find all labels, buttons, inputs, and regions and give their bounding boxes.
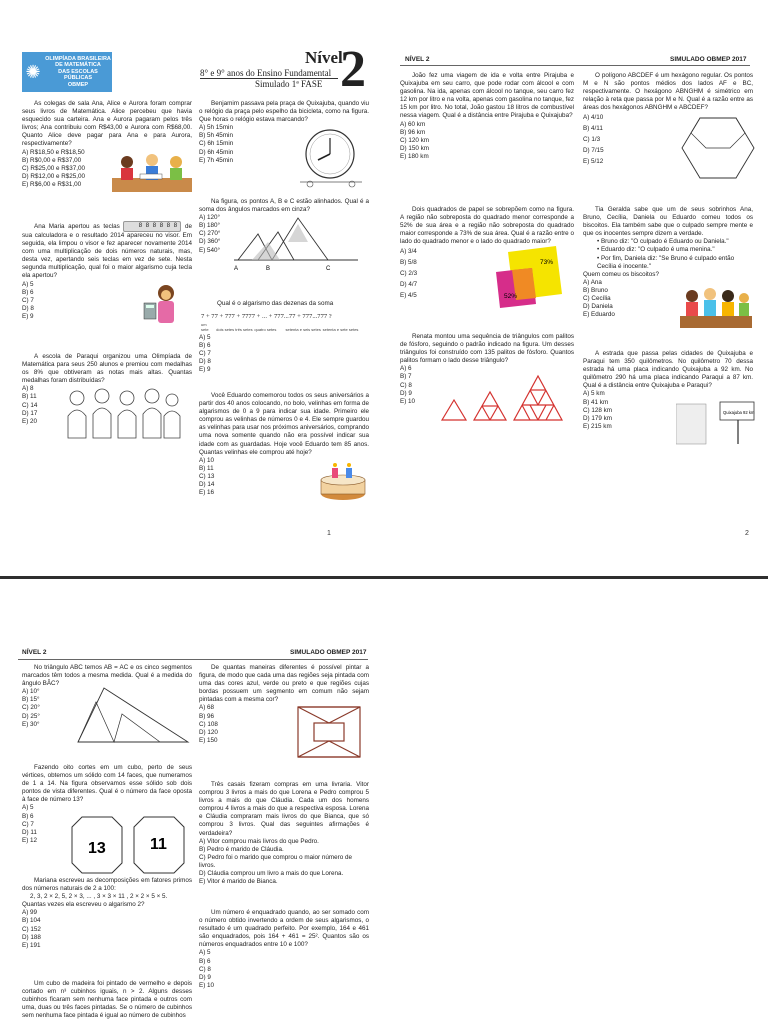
question-text: A estrada que passa pelas cidades de Quixajuba e Paraqui tem 350 quilômetros. No quilômetro 70 dessa estrada há uma placa indicando Quixajuba a 92 km. No quilômetro 290 há uma placa indicando Paraqui a 87 km. Qual é a distância entre Quixajuba e Paraqui? [583,350,753,390]
sum-expression: 7 + 77 + 777 + 7777 + ... + 777...77 + 777...777 ? [201,313,332,320]
logo-line: OLIMPÍADA BRASILEIRA [45,55,111,62]
option[interactable]: B) 5h 45min [199,132,233,140]
option[interactable]: C) 120 km [400,136,430,144]
option[interactable]: E) Vitor é marido de Bianca. [199,878,278,886]
nivel-title: Nível [305,48,343,67]
option[interactable]: B) 6 [22,812,34,820]
option[interactable]: B) 6 [22,288,34,296]
option[interactable]: E) 30° [22,720,40,728]
option[interactable]: C) R$25,00 e R$37,00 [22,164,86,172]
question-6 [205,300,370,308]
option[interactable]: E) 9 [199,366,211,374]
point-label: C [326,266,331,272]
question-text: Fazendo oito cortes em um cubo, perto de seus vértices, obtemos um sólido com 14 faces, que numeramos de 1 a 14. Na figura observamos esse sólido sob dois pontos de vista diferentes. Qual é o número da face oposta à face de número 13? [22,764,192,804]
option[interactable]: A) 5 km [583,390,605,398]
face-label: 11 [150,836,167,853]
point-label: A [234,266,239,272]
birthday-cake-illustration [318,460,368,502]
option[interactable]: C) 1/3 [583,136,601,144]
option[interactable]: A) Vitor comprou mais livros do que Pedro. [199,837,319,845]
logo-line: OBMEP [67,81,89,88]
question-16 [22,877,192,950]
option[interactable]: D) R$12,00 e R$25,00 [22,172,86,180]
option[interactable]: A) 4/10 [583,114,604,122]
option[interactable]: E) 10 [400,397,416,405]
option[interactable]: C) 20° [22,704,40,712]
header-level: NÍVEL 2 [405,56,430,63]
option[interactable]: D) Cláudia comprou um livro a mais do que Lorena. [199,870,344,878]
option[interactable]: D) 7/15 [583,147,604,155]
question-19 [199,781,369,886]
bullet-item: • Eduardo diz: "O culpado é uma menina." [597,246,715,254]
option[interactable]: A) 8 [22,385,34,393]
option[interactable]: B) 180° [199,222,221,230]
sum-label: três setes [235,327,253,332]
question-text: Dois quadrados de papel se sobrepõem como na figura. A região não sobreposta do quadrado menor corresponde a 52% de sua área e a região não sobreposta do quadrado maior corresponde a 73% de sua área. Qual é a razão entre o lado do quadrado menor e o lado do quadrado maior? [400,206,574,246]
sum-labels [201,322,371,332]
question-text: Um cubo de madeira foi pintado de vermelho e depois cortado em n³ cubinhos iguais, n > 2. Alguns desses cubinhos ficaram sem nenhuma face pintada e outros com uma, duas ou três faces pintadas. Se o número de cubinhos sem nenhuma face pintada é igual ao número de cubinhos [22,980,192,1020]
option[interactable]: D) 25° [22,712,40,720]
option[interactable]: C) Cecília [583,295,611,303]
girl-with-calculator-illustration [140,283,188,329]
question-text: Quantas vezes ela escreveu o algarismo 2? [22,901,145,909]
angles-figure [228,212,368,274]
option[interactable]: A) 60 km [400,120,426,128]
question-text: Tia Geralda sabe que um de seus sobrinhos Ana, Bruno, Cecília, Daniela ou Eduardo comeu todos os biscoitos. Ela também sabe que o culpado sempre mente e que os inocentes sempre dizem a verdade. [583,206,753,238]
option[interactable]: E) 12 [22,836,38,844]
road-sign-illustration [676,398,756,446]
sum-label: setenta e sete setes [322,327,359,332]
option[interactable]: B) 15° [22,696,40,704]
grades-label: 8° e 9° anos do Ensino Fundamental [200,68,332,78]
nivel-number: 2 [340,41,366,98]
option[interactable]: C) 7 [22,296,34,304]
page-number: 1 [327,530,331,537]
question-20 [199,909,369,990]
option[interactable]: A) Ana [583,278,602,286]
option[interactable]: E) R$6,00 e R$31,00 [22,180,82,188]
students-illustration [112,148,192,194]
option[interactable]: B) 104 [22,917,41,925]
nivel-header [195,41,366,98]
sum-label: um sete [201,322,209,332]
option[interactable]: C) 8 [199,965,211,973]
option[interactable]: E) 180 km [400,152,429,160]
question-text: Ana Maria apertou as teclas [34,223,120,231]
question-text: As colegas de sala Ana, Alice e Aurora foram comprar seus livros de Matemática. Alice percebeu que havia esquecido sua carteira. Ana e Aurora pagaram pelos três livros; Ana contribuiu com R$43,00 e Aurora com R$68,00. Quanto Alice deve pagar para Ana e para Aurora, respectivamente? [22,100,192,148]
factor-list: 2, 3, 2 × 2, 5, 2 × 3, ... , 3 × 3 × 11 , 2 × 2 × 5 × 5. [30,893,168,901]
option[interactable]: C) 6h 15min [199,140,234,148]
question-text: de sua calculadora e o resultado 2014 apareceu no visor. Em seguida, ela limpou o visor e fez aparecer novamente 2014 com uma multiplicação de dois números naturais, mas, desta vez, apertando seis teclas em vez de sete. Nesta segunda multiplicação, qual foi o maior algarismo cuja tecla ela apertou? [22,223,193,280]
kids-illustration [680,280,752,330]
option[interactable]: D) 4/7 [400,281,418,289]
question-text: Mariana escreveu as decomposições em fatores primos dos números naturais de 2 a 100: [22,877,192,893]
option[interactable]: A) 5 [22,280,34,288]
option[interactable]: B) 11 [22,393,37,401]
question-text: A escola de Paraqui organizou uma Olimpíada de Matemática para seus 250 alunos e premiou com medalhas os 8% que obtiveram as notas mais altas. Quantas medalhas foram distribuídas? [22,353,192,385]
question-text: Você Eduardo comemorou todos os seus aniversários a partir dos 40 anos colocando, no bolo, velinhas em forma de algarismos de 0 a 9 para indicar sua idade. Primeiro ele comprou as velinhas de números 0 e 4. Ele sempre guardou as velinhas para usar nos próximos aniversários, comprando uma nova somente quando não era possível indicar sua idade com as guardadas. Hoje você Eduardo tem 85 anos. Quantas velinhas ele comprou até hoje? [199,392,369,456]
point-label: B [266,266,271,272]
obmep-logo [22,52,112,92]
option[interactable]: C) 7 [22,820,34,828]
option[interactable]: B) 96 km [400,128,426,136]
bullet-text: Bruno diz: "O culpado é Eduardo ou Daniela." [600,238,729,246]
question-text: Qual é o algarismo das dezenas da soma [217,300,334,307]
option[interactable]: D) 11 [22,828,37,836]
option[interactable]: E) 540° [199,246,221,254]
overlapping-squares-figure [490,246,570,308]
option[interactable]: A) 5 [199,334,211,341]
option[interactable]: E) 7h 45min [199,156,233,164]
coloring-regions-figure [294,703,364,761]
option[interactable]: B) 96 [199,712,215,720]
option[interactable]: B) 4/11 [583,125,603,133]
option[interactable]: B) 5/8 [400,259,417,267]
option[interactable]: C) 2/3 [400,270,418,278]
question-text: João fez uma viagem de ida e volta entre Pirajuba e Quixajuba em seu carro, que pode rodar com álcool e com gasolina. Na ida, apenas com álcool no tanque, seu carro fez 12 km por litro e na volta, apenas com gasolina no tanque, fez 15 km por litro. No total, João gastou 18 litros de combustível nessa viagem. Qual é a distância entre Pirajuba e Quixajuba? [400,72,574,120]
option[interactable]: C) 128 km [583,406,613,414]
option[interactable]: A) 10 [199,456,215,464]
clock-mirror-illustration [296,126,366,188]
question-text: O polígono ABCDEF é um hexágono regular. Os pontos M e N são pontos médios dos lados AF e BC, respectivamente. O hexágono ABNGHM é simétrico em relação à reta que passa por M e N. Qual é a razão entre as áreas dos hexágonos ABNGHM e ABCDEF? [583,72,753,112]
option[interactable]: B) Bruno [583,286,608,294]
header-level: NÍVEL 2 [22,649,47,656]
hexagon-figure [680,112,760,182]
logo-figure-icon: ✺ [25,61,41,82]
option[interactable]: B) R$0,00 e R$37,00 [22,156,82,164]
option[interactable]: E) 10 [199,981,215,989]
option[interactable]: A) 5 [22,804,34,812]
question-8 [400,72,574,161]
logo-line: DAS ESCOLAS PÚBLICAS [58,68,98,82]
isosceles-triangle-figure [74,684,192,746]
option[interactable]: E) 20 [22,417,38,425]
bullet-item: • Bruno diz: "O culpado é Eduardo ou Daniela." [597,238,729,246]
option[interactable]: D) 14 [199,481,215,489]
option[interactable]: D) 179 km [583,414,613,422]
question-text: Quem comeu os biscoitos? [583,270,659,278]
option[interactable]: A) 68 [199,704,215,712]
option[interactable]: C) 13 [199,472,215,480]
option[interactable]: D) 120 [199,728,218,736]
face-label: 13 [88,840,106,857]
header-rule [18,659,368,660]
bullet-text: Por fim, Daniela diz: "Se Bruno é culpado então Cecília é inocente." [597,254,735,270]
question-text: Três casais fizeram compras em uma livraria. Vitor comprou 3 livros a mais do que Lorena e Pedro comprou 5 livros a mais do que Cláudia. Cada um dos homens comprou 4 livros a mais do que a respectiva esposa. Lorena e Cláudia compraram mais livros do que Bianca, que só comprou 3 livros. Qual das seguintes afirmações é verdadeira? [199,781,369,837]
bullet-item: • Por fim, Daniela diz: "Se Bruno é culpado então Cecília é inocente." [597,254,735,270]
header-title: SIMULADO OBMEP 2017 [670,56,747,63]
option[interactable]: B) 41 km [583,398,609,406]
sum-label: dois setes [216,327,235,332]
question-6-options [199,334,369,374]
question-17 [22,980,192,1020]
option[interactable]: A) 3/4 [400,248,417,256]
option[interactable]: A) R$18,50 e R$18,50 [22,148,85,156]
page-spread-2 [0,579,768,1024]
option[interactable]: A) 5h 15min [199,124,233,132]
option[interactable]: E) 16 [199,489,215,497]
option[interactable]: C) 270° [199,230,221,238]
option[interactable]: E) 215 km [583,422,612,430]
option[interactable]: A) 5 [199,949,211,957]
option[interactable]: B) 6 [199,342,211,350]
option[interactable]: C) 152 [22,925,41,933]
sum-label: quatro setes [254,327,277,332]
option[interactable]: E) Eduardo [583,311,615,319]
percent-label: 73% [540,259,554,266]
option[interactable]: D) 188 [22,933,41,941]
option[interactable]: E) 9 [22,312,34,320]
calculator-keys-icon: 8 8 8 8 8 8 [123,221,181,232]
option[interactable]: C) 8 [400,381,412,389]
option[interactable]: A) 10° [22,688,40,696]
logo-line: DE MATEMÁTICA [55,62,101,69]
option[interactable]: C) Pedro foi o marido que comprou o maior número de livros. [199,853,352,869]
question-text: Renata montou uma sequência de triângulos com palitos de fósforo, seguindo o padrão indicado na figura. Um desses triângulos foi construído com 135 palitos de fósforo. Quantos palitos formam o lado desse triângulo? [400,333,574,365]
option[interactable]: B) Pedro é marido de Cláudia. [199,845,284,853]
option[interactable]: D) Daniela [583,303,613,311]
truncated-cubes-figure [62,813,192,875]
option[interactable]: A) 99 [22,909,38,917]
option[interactable]: B) 11 [199,464,214,472]
question-text: Na figura, os pontos A, B e C estão alinhados. Qual é a soma dos ângulos marcados em cinza? [199,198,369,214]
question-text: Um número é enquadrado quando, ao ser somado com o número obtido invertendo a ordem de seus algarismos, o resultado é um quadrado perfeito. Por exemplo, 164 e 461 são enquadrados, pois 164 + 461 = 25². Quantos são os números enquadrados entre 10 e 100? [199,909,369,949]
sign-label: Quixajuba 92 km [723,410,755,415]
option[interactable]: D) 8 [199,358,211,366]
page-number: 2 [745,530,749,537]
option[interactable]: D) 9 [400,389,412,397]
option[interactable]: B) 6 [199,957,211,965]
option[interactable]: C) 14 [22,401,38,409]
option[interactable]: C) 7 [199,350,211,358]
option[interactable]: A) 6 [400,365,412,373]
question-text: De quantas maneiras diferentes é possível pintar a figura, de modo que cada uma das regiões seja pintada com uma das cores azul, verde ou preto e que regiões cujas bordas possuem um segmento em comum não sejam pintadas com a mesma cor? [199,664,369,704]
option[interactable]: E) 4/5 [400,292,417,300]
option[interactable]: D) 8 [22,304,34,312]
matchstick-triangles-figure [438,368,568,426]
header-title: SIMULADO OBMEP 2017 [290,649,367,656]
question-text: No triângulo ABC temos AB = AC e os cinco segmentos marcados têm todos a mesma medida. Qual é a medida do ângulo BÂC? [22,664,192,688]
option[interactable]: E) 150 [199,736,218,744]
question-text: Benjamim passava pela praça de Quixajuba, quando viu o relógio da praça pelo espelho da bicicleta, como na figura. Que horas o relógio estava marcando? [199,100,369,124]
option[interactable]: E) 5/12 [583,158,604,166]
bullet-text: Eduardo diz: "O culpado é uma menina." [600,246,715,254]
option[interactable]: D) 6h 45min [199,148,234,156]
option[interactable]: E) 191 [22,941,41,949]
option[interactable]: C) 108 [199,720,218,728]
option[interactable]: B) 7 [400,373,412,381]
sum-label: setenta e seis setes [285,327,321,332]
simulado-label: Simulado 1ª FASE [255,79,323,89]
option[interactable]: D) 150 km [400,144,430,152]
students-group-illustration [62,386,182,442]
option[interactable]: D) 360° [199,238,221,246]
option[interactable]: D) 9 [199,973,211,981]
option[interactable]: D) 17 [22,409,38,417]
option[interactable]: A) 120° [199,214,221,222]
percent-label: 52% [504,293,518,300]
header-rule [400,65,750,66]
